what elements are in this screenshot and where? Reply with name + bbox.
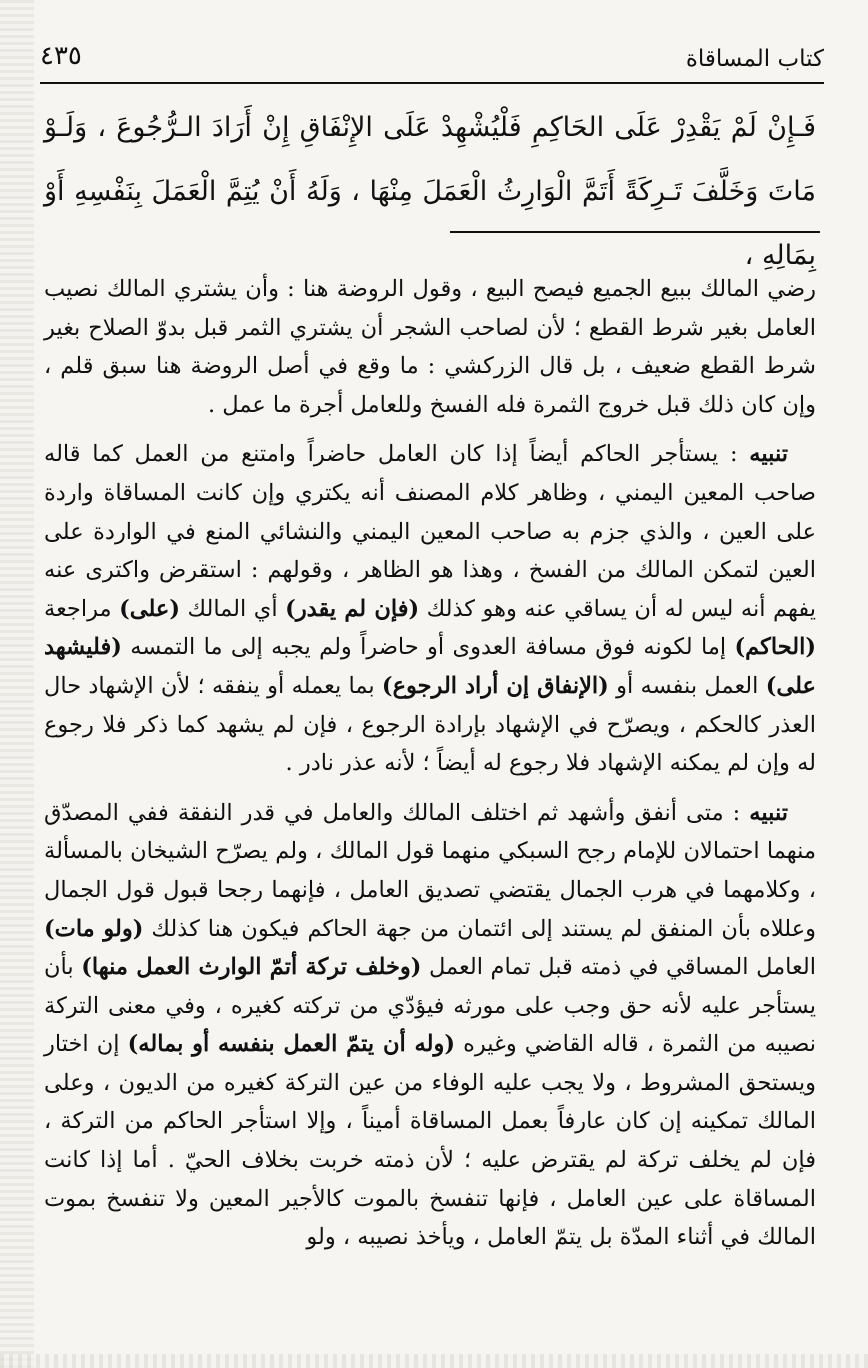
page-number: ٤٣٥ <box>40 41 82 71</box>
commentary-paragraph-1 <box>44 270 816 424</box>
paragraph-text: العامل المساقي في ذمته قبل تمام العمل <box>421 954 816 981</box>
paragraph-text: : يستأجر الحاكم أيضاً إذا كان العامل حاضراً وامتنع من العمل كما قاله صاحب المعين اليمني ، وظاهر كلام المصنف أنه يكتري وإن كانت المساقاة واردة على العين ، والذي جزم به صاحب المعين اليمني والنشائي المنع في الواردة على العين لتمكن المالك من الفسخ ، وهذا هو الظاهر ، وقولهم : استقرض واكترى عنه يفهم أنه ليس له أن يساقي عنه وهو كذلك <box>44 441 816 622</box>
commentary-separator <box>450 231 820 233</box>
note-heading: تنبيه <box>749 799 788 826</box>
matn-quote: (وخلف تركة أتمّ الوارث العمل منها) <box>81 954 422 981</box>
paragraph-text: بما يعمله أو ينفقه ؛ لأن الإشهاد حال العذر كالحكم ، ويصرّح في الإشهاد بإرادة الرجوع ، فإن لم يشهد كما ذكر فلا رجوع له وإن لم يمكنه الإشهاد فلا رجوع له أيضاً ؛ لأنه عذر نادر . <box>44 672 816 777</box>
matn-quote: (الإنفاق إن أراد الرجوع) <box>381 672 609 699</box>
matn-quote: (ولو مات) <box>44 915 144 942</box>
scan-shadow-left <box>0 0 34 1368</box>
matn-text: فَـإِنْ لَمْ يَقْدِرْ عَلَى الحَاكِمِ فَلْيُشْهِدْ عَلَى الإِنْفَاقِ إِنْ أَرَادَ الـرُّجُوعَ ، وَلَـوْ مَاتَ وَخَلَّفَ تَـرِكَةً أَتَمَّ الْوَارِثُ الْعَمَلَ مِنْهَا ، وَلَهُ أَنْ يُتِمَّ الْعَمَلَ بِنَفْسِهِ أَوْ بِمَالِهِ ، <box>44 112 816 271</box>
paragraph-text: العمل بنفسه أو <box>608 672 766 699</box>
matn-quote: (فليشهد على) <box>44 634 816 699</box>
commentary-paragraph-2 <box>44 435 816 782</box>
paragraph-text: : متى أنفق وأشهد ثم اختلف المالك والعامل في قدر النفقة ففي المصدّق منهما احتمالان للإمام رجح السبكي منهما قول المالك ، ولم يصرّح الشيخان بالمسألة ، وكلامهما في هرب الجمال يقتضي تصديق العامل ، فإنهما رجحا قبول قول الجمال وعللاه بأن المنفق لم يستند إلى ائتمان من جهة الحاكم فيكون هنا كذلك <box>44 799 816 942</box>
header-rule <box>40 82 824 84</box>
matn-quote: (على) <box>119 595 180 622</box>
paragraph-text: إما لكونه فوق مسافة العدوى أو حاضراً ولم يجبه إلى ما التمسه <box>121 634 735 661</box>
paragraph-text: بأن يستأجر عليه لأنه حق وجب على مورثه فيؤدّي من تركته كغيره ، وفي معنى التركة نصيبه من الثمرة ، قاله القاضي وغيره <box>44 954 816 1058</box>
paragraph-text: رضي المالك ببيع الجميع فيصح البيع ، وقول الروضة هنا : وأن يشتري المالك نصيب العامل بغير شرط القطع ؛ لأن لصاحب الشجر أن يشتري الثمر قبل بدوّ الصلاح بغير شرط القطع ضعيف ، بل قال الزركشي : ما وقع في أصل الروضة هنا سبق قلم ، وإن كان ذلك قبل خروج الثمرة فله الفسخ وللعامل أجرة ما عمل . <box>44 276 816 418</box>
commentary-paragraph-3 <box>44 794 816 1257</box>
running-title: كتاب المساقاة <box>685 46 824 72</box>
paragraph-text: أي المالك <box>179 595 286 622</box>
paragraph-text: مراجعة <box>44 595 120 622</box>
matn-quote: (وله أن يتمّ العمل بنفسه أو بماله) <box>127 1031 455 1058</box>
scan-shadow-bottom <box>0 1354 868 1368</box>
matn-quote: (فإن لم يقدر) <box>285 595 420 622</box>
paragraph-text: إن اختار ويستحق المشروط ، ولا يجب عليه الوفاء من عين التركة كغيره من الديون ، وعلى المالك تمكينه إن كان عارفاً بعمل المساقاة أميناً ، وإلا استأجر الحاكم من التركة ، فإن لم يخلف تركة لم يقترض عليه ؛ لأن ذمته خربت بخلاف الحيّ . أما إذا كانت المساقاة على عين العامل ، فإنها تنفسخ بالموت كالأجير المعين ولا تنفسخ بموت المالك في أثناء المدّة بل يتمّ العامل ، ويأخذ نصيبه ، ولو <box>44 1031 816 1251</box>
note-heading: تنبيه <box>749 441 788 468</box>
page-header <box>40 36 824 86</box>
matn-quote: (الحاكم) <box>734 634 816 661</box>
commentary <box>44 270 816 1268</box>
